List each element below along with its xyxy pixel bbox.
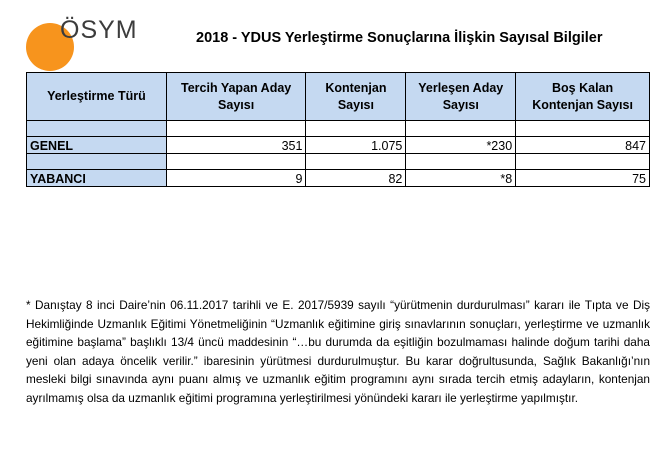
header-quota: Kontenjan Sayısı xyxy=(306,73,406,121)
cell-quota: 82 xyxy=(306,170,406,187)
results-table xyxy=(26,72,650,187)
header-placed: Yerleşen Aday Sayısı xyxy=(406,73,516,121)
table-spacer-row xyxy=(27,121,650,137)
row-label: GENEL xyxy=(27,137,167,154)
row-label: YABANCI xyxy=(27,170,167,187)
cell-applicants: 9 xyxy=(166,170,306,187)
cell-quota: 1.075 xyxy=(306,137,406,154)
table-spacer-row xyxy=(27,154,650,170)
cell-remaining: 847 xyxy=(516,137,650,154)
header-applicants: Tercih Yapan Aday Sayısı xyxy=(166,73,306,121)
table-row xyxy=(27,137,650,154)
cell-applicants: 351 xyxy=(166,137,306,154)
cell-placed: *230 xyxy=(406,137,516,154)
logo-text: ÖSYM xyxy=(60,16,138,44)
cell-remaining: 75 xyxy=(516,170,650,187)
osym-logo xyxy=(24,12,144,72)
table-header-row xyxy=(27,73,650,121)
header-placement-type: Yerleştirme Türü xyxy=(27,73,167,121)
cell-placed: *8 xyxy=(406,170,516,187)
table-row xyxy=(27,170,650,187)
header-remaining: Boş Kalan Kontenjan Sayısı xyxy=(516,73,650,121)
footnote: * Danıştay 8 inci Daire’nin 06.11.2017 tarihli ve E. 2017/5939 sayılı “yürütmenin durdurulması” kararı ile Tıpta ve Diş Hekimliğinde Uzmanlık Eğitimi Yönetmeliğinin “Uzmanlık eğitimine giriş sınavlarının sonuçları, yerleştirme ve uzmanlık eğitimine başlama” başlıklı 13/4 üncü maddesinin “…bu durumda da eşitliğin bozulmaması halinde doğum tarihi daha yeni olan adaya öncelik verilir.” ibaresinin yürütmesi durdurulmuştur. Bu karar doğrultusunda, Sağlık Bakanlığı’nın mesleki bilgi sınavında aynı puanı almış ve uzmanlık eğitim programını aynı sırada tercih etmiş adayların, kontenjan ayrılmamış olsa da uzmanlık eğitimi programına yerleştirilmesi yönündeki kararı ile yerleştirme yapılmıştır. xyxy=(26,298,650,405)
page-title: 2018 - YDUS Yerleştirme Sonuçlarına İlişkin Sayısal Bilgiler xyxy=(196,30,603,46)
